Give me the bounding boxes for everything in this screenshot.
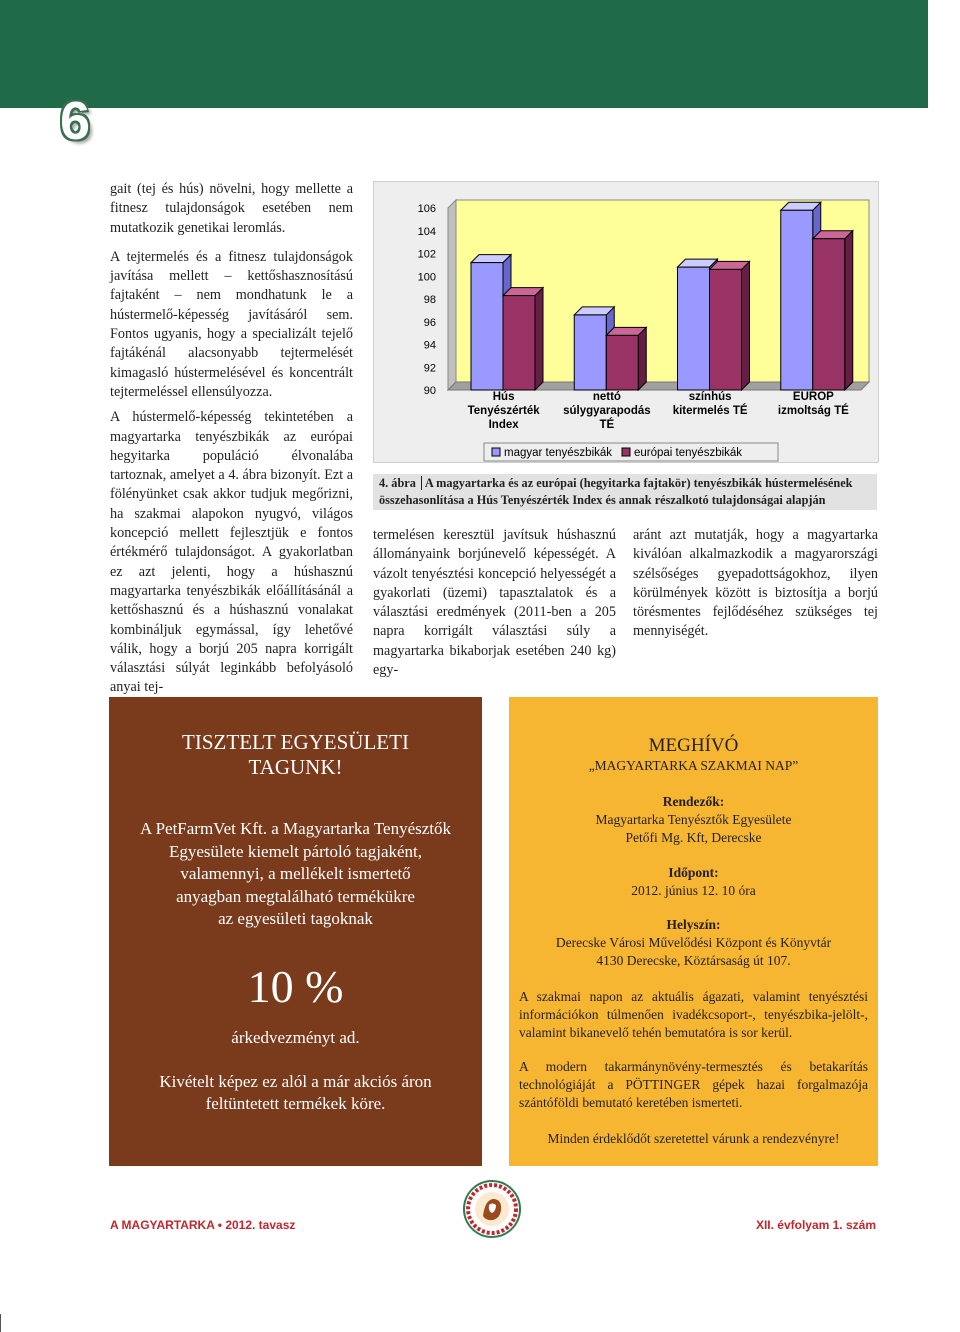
organizers-line: Magyartarka Tenyésztők Egyesülete xyxy=(595,812,792,827)
promo-note-line: feltüntetett termékek köre. xyxy=(205,1094,386,1113)
venue-line: Derecske Városi Művelődési Központ és Könyvtár xyxy=(555,935,832,950)
bar xyxy=(606,335,638,390)
bar xyxy=(574,315,606,390)
promo-title-line: TISZTELT EGYESÜLETI xyxy=(182,730,409,754)
event-date: 2012. június 12. 10 óra xyxy=(631,883,756,898)
promo-title xyxy=(109,730,482,780)
figure-caption-text: A magyartarka és az európai (hegyitarka fajtakör) tenyészbikák hústermelésének összehasonlítása a Hús Tenyészérték Index és annak részalkotó tulajdonságai alapján xyxy=(379,476,853,507)
header-band xyxy=(0,0,928,108)
category-label: Tenyészérték xyxy=(467,405,540,417)
category-label: Hús xyxy=(492,391,515,403)
discount-value: 10 % xyxy=(247,960,344,1012)
y-tick-label: 104 xyxy=(417,225,436,238)
invite-paragraph: A modern takarmánynövény-termesztés és betakarítás technológiáját a PÖTTINGER gépek hazai forgalmazója szántóföldi bemutató keretében ismerteti. xyxy=(519,1059,868,1110)
legend-label: magyar tenyészbikák xyxy=(504,447,613,459)
paragraph: aránt azt mutatják, hogy a magyartarka kiválóan alkalmazkodik a magyarországi szélsőséges gyepadottságokhoz, ilyen körülmények között is biztosítja a borjú törésmentes fejlődéséhez szükséges tej mennyiségét. xyxy=(633,527,878,640)
page-number: 6 xyxy=(60,91,91,151)
paragraph: gait (tej és hús) növelni, hogy mellette a fitnesz tulajdonságok esetében nem mutatkozik genetikai leromlás. xyxy=(110,181,353,236)
y-tick-label: 106 xyxy=(417,203,436,215)
date-label: Időpont: xyxy=(668,865,719,880)
discount-suffix: árkedvezményt ad. xyxy=(231,1027,360,1047)
category-label: TÉ xyxy=(599,419,615,431)
bar-side xyxy=(742,261,750,390)
category-label: EUROP xyxy=(792,391,834,403)
category-label: Index xyxy=(488,419,519,431)
invitation-box xyxy=(509,697,878,1166)
bar xyxy=(813,239,845,390)
bar-side xyxy=(845,231,853,390)
promo-body-line: Egyesülete kiemelt pártoló tagjaként, xyxy=(168,841,423,861)
promo-box xyxy=(109,697,482,1166)
promo-body xyxy=(109,818,482,931)
invite-closing: Minden érdeklődőt szeretettel várunk a rendezvényre! xyxy=(547,1131,840,1146)
promo-body-line: az egyesületi tagoknak xyxy=(218,909,373,928)
figure-number: 4. ábra xyxy=(379,476,422,490)
text-column-1 xyxy=(110,180,353,704)
legend-label: európai tenyészbikák xyxy=(634,447,743,459)
bar xyxy=(471,263,503,390)
legend-swatch xyxy=(622,448,630,456)
category-label: nettó xyxy=(592,391,621,403)
y-tick-label: 90 xyxy=(423,385,436,397)
text-column-2 xyxy=(373,526,616,686)
category-label: súlygyarapodás xyxy=(563,405,651,417)
bar xyxy=(710,269,742,390)
category-label: kitermelés TÉ xyxy=(672,405,748,417)
bar xyxy=(503,296,535,390)
footer-issue: XII. évfolyam 1. szám xyxy=(755,1218,876,1232)
promo-title-line: TAGUNK! xyxy=(248,755,343,779)
promo-body-line: anyagban megtalálható termékükre xyxy=(176,886,415,906)
venue-line: 4130 Derecske, Köztársaság út 107. xyxy=(596,953,791,968)
promo-note-line: Kivételt képez ez alól a már akciós áron xyxy=(159,1071,432,1091)
organizers-label: Rendezők: xyxy=(662,794,725,809)
y-tick-label: 96 xyxy=(423,316,436,329)
chart-svg xyxy=(374,182,878,462)
text-column-3 xyxy=(633,526,878,648)
category-label: színhús xyxy=(688,391,732,403)
organizers-line: Petőfi Mg. Kft, Derecske xyxy=(625,830,762,845)
figure-caption xyxy=(373,474,877,510)
bar xyxy=(781,210,813,390)
bar-chart xyxy=(373,181,879,463)
y-tick-label: 94 xyxy=(423,339,436,352)
promo-body-line: A PetFarmVet Kft. a Magyartarka Tenyésztők xyxy=(139,819,452,838)
promo-note xyxy=(109,1071,482,1116)
bar xyxy=(678,267,710,390)
association-logo xyxy=(463,1180,521,1238)
invite-title: MEGHÍVÓ xyxy=(648,735,739,756)
y-tick-label: 100 xyxy=(417,271,436,284)
plot-side-wall xyxy=(448,200,456,390)
logo-icon xyxy=(463,1180,521,1238)
invite-subtitle: „MAGYARTARKA SZAKMAI NAP” xyxy=(588,758,799,773)
y-tick-label: 102 xyxy=(417,248,436,261)
bar-side xyxy=(535,288,543,390)
y-tick-label: 92 xyxy=(423,362,436,375)
promo-body-line: valamennyi, a mellékelt ismertető xyxy=(180,864,411,883)
venue-label: Helyszín: xyxy=(666,917,721,932)
crop-mark xyxy=(0,1314,1,1332)
paragraph: A tejtermelés és a fitnesz tulajdonságok javítása mellett – kettőshasznosítású fajtaként – nem mondhatunk le a hústermelő-képesség javításáról sem. Fontos ugyanis, hogy a specializált tejelő fajtákénál alacsonyabb tejtermelését kimagasló hústermelésével és koncentrált tejtermeléssel ellensúlyozza. xyxy=(110,248,353,400)
category-label: izmoltság TÉ xyxy=(777,405,849,417)
paragraph: A hústermelő-képesség tekintetében a magyartarka tenyészbikák az európai hegyitarka populáció élvonalába tartoznak, amelyet a 4. ábra bizonyít. Ezt a fölényünket csak akkor tudjuk megőrizni, ha szakmai alapokon nyugvó, világos koncepció mellett fejlesztjük e fontos értékmérő tulajdonságot. A gyakorlatban ez azt jelenti, hogy a húshasznú magyartarka tenyészbikák előállításánál a kettőshasznú és a húshasznú vonalakat kombinálјuk egymással, így lehetővé válik, hogy a borjú 205 napra korrigált választási súlyát leginkább befolyásoló anyai tej- xyxy=(110,409,353,696)
invite-paragraph: A szakmai napon az aktuális ágazati, valamint tenyésztési információkon túlmenően ivadékcsoport-, tenyészbika-jelölt-, valamint bikanevelő tehén bemutatóra is sor kerül. xyxy=(519,989,868,1040)
legend-swatch xyxy=(492,448,500,456)
paragraph: termelésen keresztül javítsuk húshasznú állományaink borjúnevelő képességét. A vázolt tenyésztési koncepció helyességét a gyakorlati (üzemi) tapasztalatok és a választási eredmények (2011-ben a 205 napra korrigált választási súly a magyartarka bikaborjak esetében 240 kg) egy- xyxy=(373,527,616,679)
footer-publication: A MAGYARTARKA • 2012. tavasz xyxy=(110,1218,296,1232)
y-tick-label: 98 xyxy=(423,294,436,306)
bar-side xyxy=(638,327,646,390)
